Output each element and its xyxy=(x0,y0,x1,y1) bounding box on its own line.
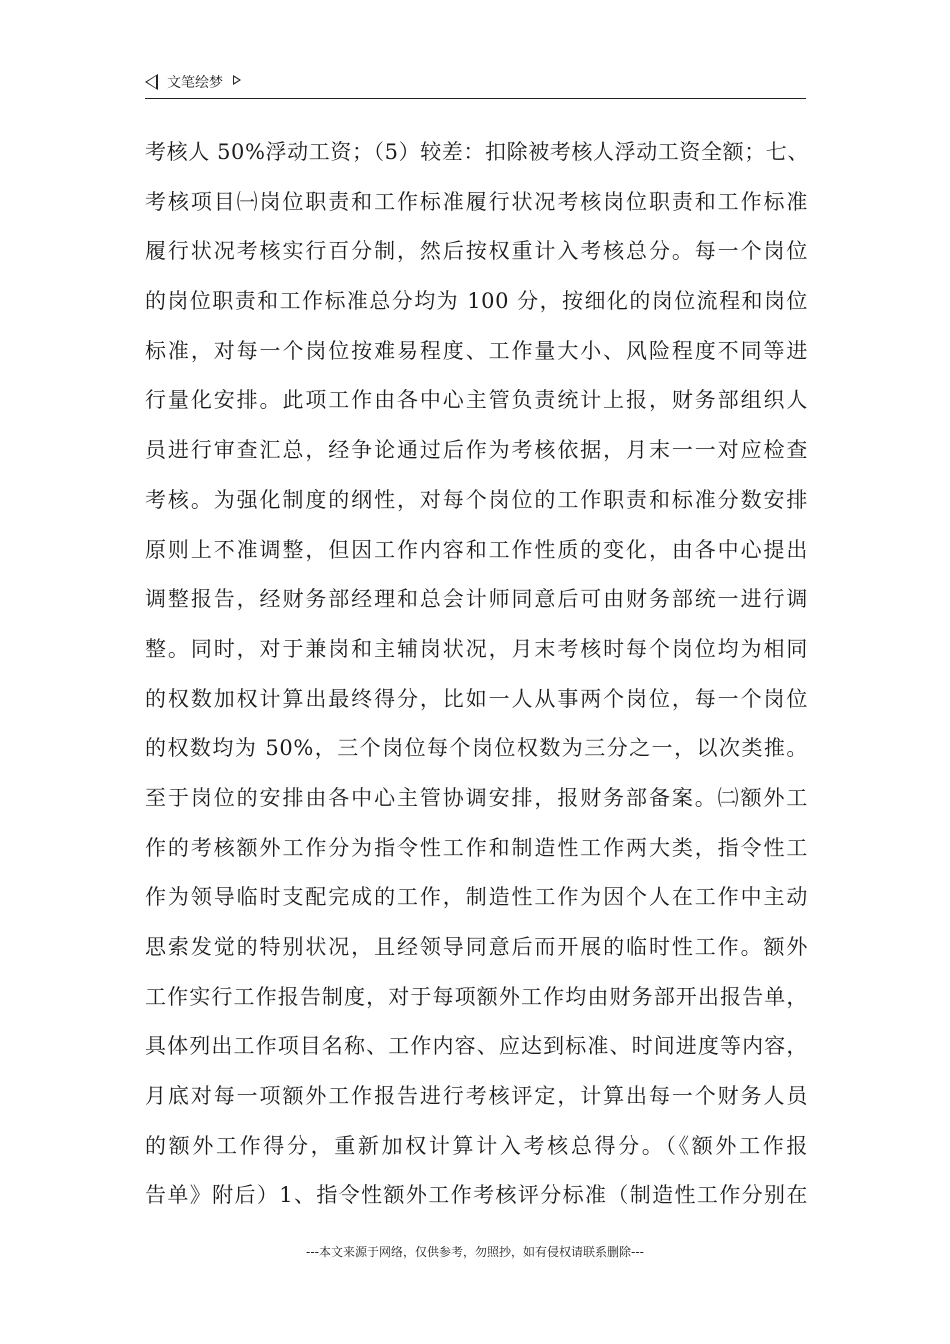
body-line: 作为领导临时支配完成的工作，制造性工作为因个人在工作中主动 xyxy=(145,885,808,910)
body-line: 考核。为强化制度的纲性，对每个岗位的工作职责和标准分数安排 xyxy=(145,487,808,512)
body-line: 行量化安排。此项工作由各中心主管负责统计上报，财务部组织人 xyxy=(145,388,808,413)
body-line: 员进行审查汇总，经争论通过后作为考核依据，月末一一对应检查 xyxy=(145,438,808,463)
body-line: 具体列出工作项目名称、工作内容、应达到标准、时间进度等内容， xyxy=(145,1034,808,1059)
body-line: 标准，对每一个岗位按难易程度、工作量大小、风险程度不同等进 xyxy=(145,338,808,363)
body-line: 考核项目㈠岗位职责和工作标准履行状况考核岗位职责和工作标准 xyxy=(145,189,808,214)
document-body xyxy=(145,128,808,1221)
page-header xyxy=(145,72,806,99)
body-line: 月底对每一项额外工作报告进行考核评定，计算出每一个财务人员 xyxy=(145,1084,808,1109)
body-line: 至于岗位的安排由各中心主管协调安排，报财务部备案。㈡额外工 xyxy=(145,785,808,810)
body-line: 工作实行工作报告制度，对于每项额外工作均由财务部开出报告单， xyxy=(145,984,808,1009)
body-line: 作的考核额外工作分为指令性工作和制造性工作两大类，指令性工 xyxy=(145,835,808,860)
page-footer: ---本文来源于网络，仅供参考，勿照抄，如有侵权请联系删除--- xyxy=(306,1245,644,1259)
body-line: 思索发觉的特别状况，且经领导同意后而开展的临时性工作。额外 xyxy=(145,935,808,959)
body-line: 的权数加权计算出最终得分，比如一人从事两个岗位，每一个岗位 xyxy=(145,686,808,711)
body-line: 的岗位职责和工作标准总分均为 100 分，按细化的岗位流程和岗位 xyxy=(145,289,808,314)
right-triangle-icon xyxy=(233,75,241,85)
left-triangle-icon xyxy=(145,74,158,90)
header-title: 文笔绘梦 xyxy=(167,75,223,91)
body-line: 的权数均为 50%，三个岗位每个岗位权数为三分之一，以次类推。 xyxy=(145,736,808,761)
body-line: 履行状况考核实行百分制，然后按权重计入考核总分。每一个岗位 xyxy=(145,239,808,264)
body-line: 告单》附后）1、指令性额外工作考核评分标准（制造性工作分别在 xyxy=(145,1183,808,1208)
body-line: 调整报告，经财务部经理和总会计师同意后可由财务部统一进行调 xyxy=(145,587,808,612)
body-line: 原则上不准调整，但因工作内容和工作性质的变化，由各中心提出 xyxy=(145,537,808,562)
body-line: 整。同时，对于兼岗和主辅岗状况，月末考核时每个岗位均为相同 xyxy=(145,636,808,661)
body-line: 的额外工作得分，重新加权计算计入考核总得分。（《额外工作报 xyxy=(145,1133,808,1158)
body-line: 考核人 50%浮动工资；（5）较差：扣除被考核人浮动工资全额；七、 xyxy=(145,140,810,164)
